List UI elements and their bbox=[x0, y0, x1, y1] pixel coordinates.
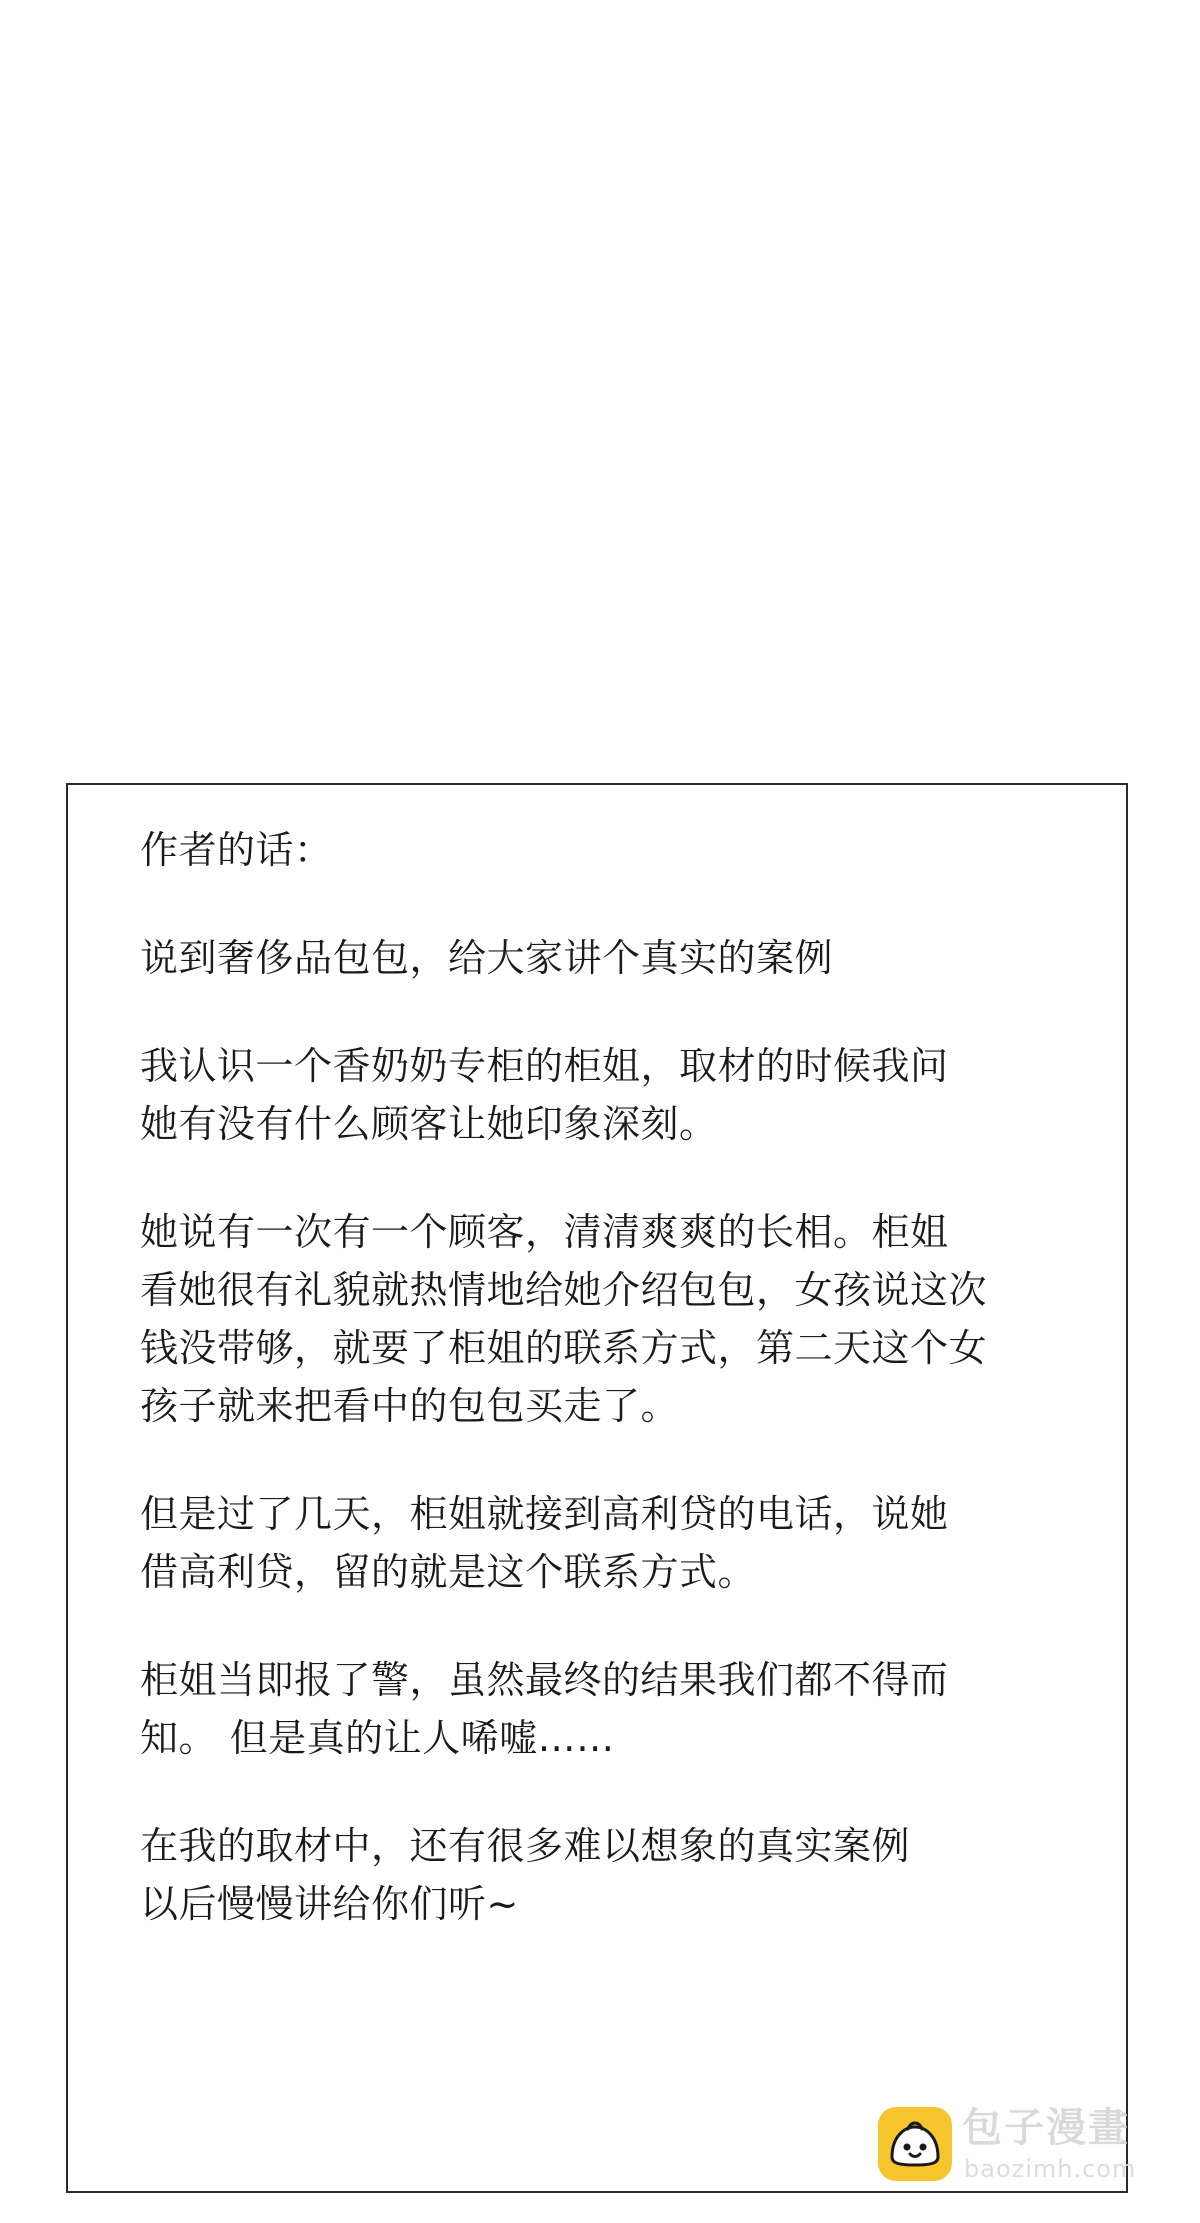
watermark bbox=[878, 2103, 1184, 2195]
note-line: 她说有一次有一个顾客，清清爽爽的长相。柜姐 bbox=[140, 1210, 949, 1254]
note-paragraph-3 bbox=[140, 1203, 1070, 1435]
watermark-title: 包子漫畫 bbox=[962, 2105, 1130, 2151]
note-paragraph-6 bbox=[140, 1817, 1070, 1933]
bun-mascot-icon bbox=[878, 2107, 952, 2181]
note-paragraph-5 bbox=[140, 1651, 1070, 1767]
author-note-content bbox=[140, 821, 1070, 1933]
note-line: 借高利贷，留的就是这个联系方式。 bbox=[140, 1550, 757, 1594]
note-line: 以后慢慢讲给你们听~ bbox=[140, 1882, 519, 1926]
note-line: 柜姐当即报了警，虽然最终的结果我们都不得而 bbox=[140, 1658, 949, 1702]
author-note-title: 作者的话： bbox=[140, 828, 333, 872]
author-note-box bbox=[66, 783, 1128, 2193]
note-line: 看她很有礼貌就热情地给她介绍包包，女孩说这次 bbox=[140, 1268, 988, 1312]
note-line: 我认识一个香奶奶专柜的柜姐，取材的时候我问 bbox=[140, 1044, 949, 1088]
note-paragraph-2 bbox=[140, 1037, 1070, 1153]
note-line: 钱没带够，就要了柜姐的联系方式，第二天这个女 bbox=[140, 1326, 988, 1370]
note-line: 知。 但是真的让人唏嘘…… bbox=[140, 1716, 615, 1760]
note-line: 她有没有什么顾客让她印象深刻。 bbox=[140, 1102, 718, 1146]
note-line: 在我的取材中，还有很多难以想象的真实案例 bbox=[140, 1824, 911, 1868]
watermark-url: baozimh.com bbox=[964, 2155, 1137, 2183]
note-paragraph-1 bbox=[140, 929, 1070, 987]
note-paragraph-4 bbox=[140, 1485, 1070, 1601]
note-line: 说到奢侈品包包，给大家讲个真实的案例 bbox=[140, 936, 834, 980]
note-line: 孩子就来把看中的包包买走了。 bbox=[140, 1384, 680, 1428]
note-line: 但是过了几天，柜姐就接到高利贷的电话，说她 bbox=[140, 1492, 949, 1536]
